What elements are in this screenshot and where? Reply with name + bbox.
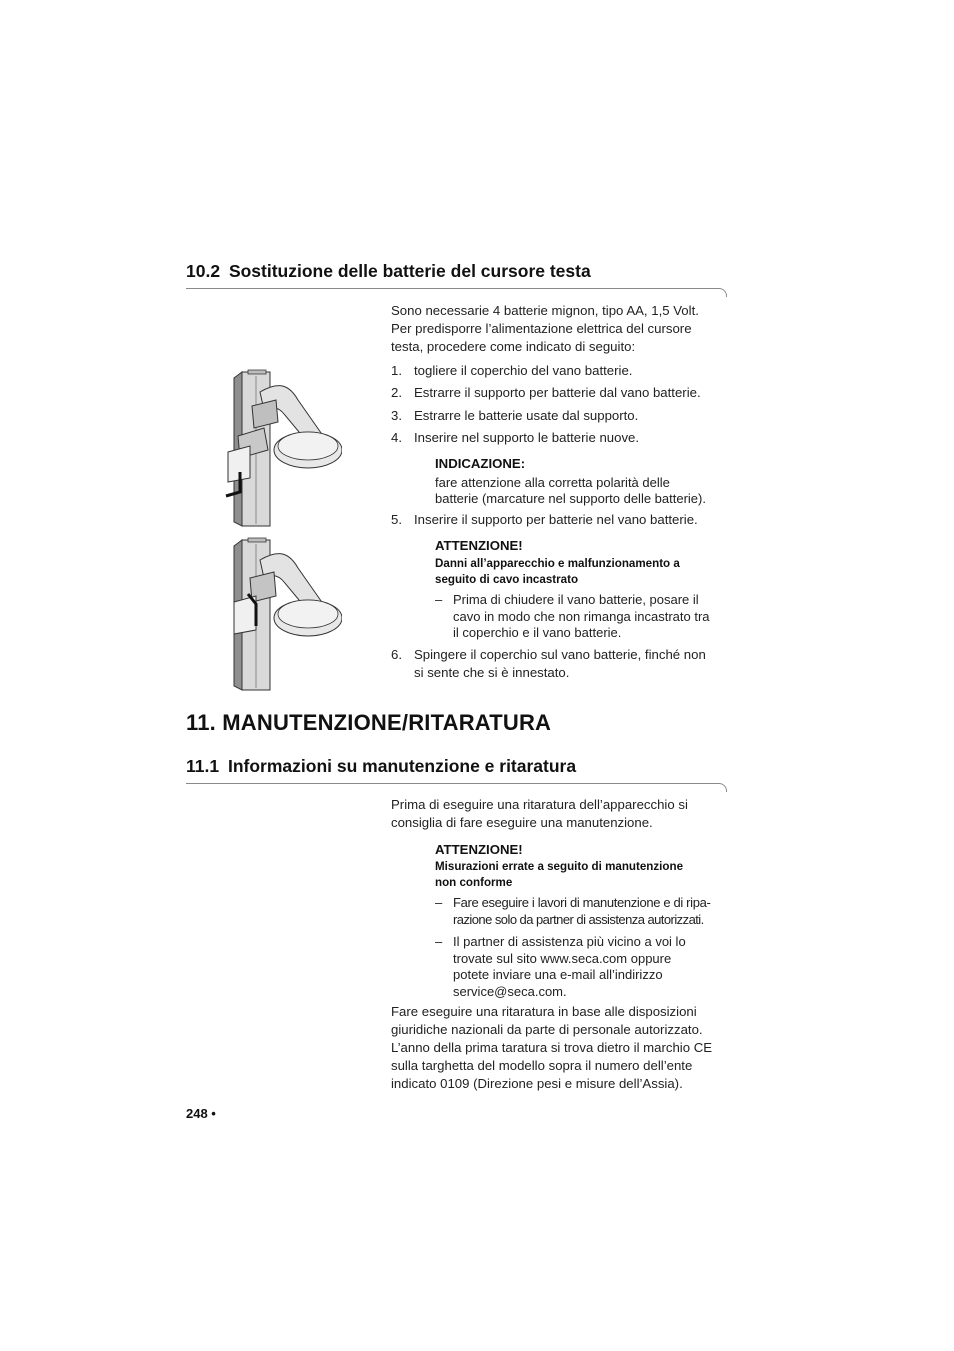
page-number: 248 • <box>186 1106 216 1121</box>
dash-text: potete inviare una e-mail all’indirizzo <box>453 967 663 982</box>
section-number: 10.2 <box>186 261 221 281</box>
step-number: 6. <box>391 647 402 662</box>
step-number: 4. <box>391 430 402 445</box>
text-line: Fare eseguire una ritaratura in base alle disposizioni <box>391 1004 697 1019</box>
text-line: indicato 0109 (Direzione pesi e misure dell’Assia). <box>391 1076 683 1091</box>
step-text: Estrarre il supporto per batterie dal vano batterie. <box>414 385 701 400</box>
section-title: Sostituzione delle batterie del cursore testa <box>228 261 591 281</box>
warning-subtitle: non conforme <box>435 876 513 889</box>
step-text: si sente che si è innestato. <box>414 665 570 680</box>
step-number: 2. <box>391 385 402 400</box>
battery-cover-illustration-open <box>220 366 342 530</box>
text-line: Per predisporre l’alimentazione elettrica del cursore <box>391 321 692 336</box>
warning-label: ATTENZIONE! <box>435 538 523 553</box>
section-rule-end <box>718 783 727 792</box>
warning-label: ATTENZIONE! <box>435 842 523 857</box>
section-number: 11.1 <box>186 756 220 776</box>
dash-text: service@seca.com. <box>453 983 567 999</box>
section-heading-11-1 <box>186 756 576 777</box>
dash-text: Fare eseguire i lavori di manutenzione e di ripa- <box>453 895 711 910</box>
section-rule-end <box>718 288 727 297</box>
section-rule <box>186 288 720 289</box>
step-text: Inserire il supporto per batterie nel vano batterie. <box>414 512 698 527</box>
step-text: togliere il coperchio del vano batterie. <box>414 363 633 378</box>
text-line: Sono necessarie 4 batterie mignon, tipo AA, 1,5 Volt. <box>391 303 699 318</box>
step-number: 5. <box>391 512 402 527</box>
step-text: Estrarre le batterie usate dal supporto. <box>414 408 639 423</box>
warning-subtitle: Misurazioni errate a seguito di manutenzione <box>435 860 684 873</box>
warning-subtitle: seguito di cavo incastrato <box>435 573 579 586</box>
section-heading-10-2 <box>186 261 591 282</box>
dash-bullet: – <box>435 592 443 607</box>
step-number: 3. <box>391 408 402 423</box>
text-line: sulla targhetta del modello sopra il numero dell’ente <box>391 1058 693 1073</box>
text-line: giuridiche nazionali da parte di personale autorizzato. <box>391 1022 703 1037</box>
step-text: Inserire nel supporto le batterie nuove. <box>414 430 640 445</box>
chapter-title: 11. MANUTENZIONE/RITARATURA <box>186 710 552 735</box>
dash-bullet: – <box>435 934 443 949</box>
dash-text: il coperchio e il vano batterie. <box>453 625 622 640</box>
text-line: Prima di eseguire una ritaratura dell’apparecchio si <box>391 797 688 812</box>
text-line: consiglia di fare eseguire una manutenzione. <box>391 815 653 830</box>
battery-cover-illustration-closing <box>220 534 342 694</box>
dash-text: Il partner di assistenza più vicino a voi lo <box>453 934 686 949</box>
section-title: Informazioni su manutenzione e ritaratura <box>227 756 577 776</box>
dash-text: razione solo da partner di assistenza autorizzati. <box>453 911 704 927</box>
dash-text: Prima di chiudere il vano batterie, posare il <box>453 592 699 607</box>
step-text: Spingere il coperchio sul vano batterie, finché non <box>414 647 706 662</box>
step-number: 1. <box>391 363 402 378</box>
dash-text: trovate sul sito www.seca.com oppure <box>453 950 672 966</box>
note-line: batterie (marcature nel supporto delle batterie). <box>435 491 706 506</box>
text-line: testa, procedere come indicato di seguito: <box>391 339 636 354</box>
warning-subtitle: Danni all’apparecchio e malfunzionamento a <box>435 557 680 570</box>
note-line: fare attenzione alla corretta polarità delle <box>435 475 670 490</box>
dash-bullet: – <box>435 895 443 910</box>
section-rule <box>186 783 720 784</box>
text-line: L’anno della prima taratura si trova dietro il marchio CE <box>391 1040 713 1055</box>
note-label: INDICAZIONE: <box>435 456 526 471</box>
dash-text: cavo in modo che non rimanga incastrato tra <box>453 608 710 624</box>
